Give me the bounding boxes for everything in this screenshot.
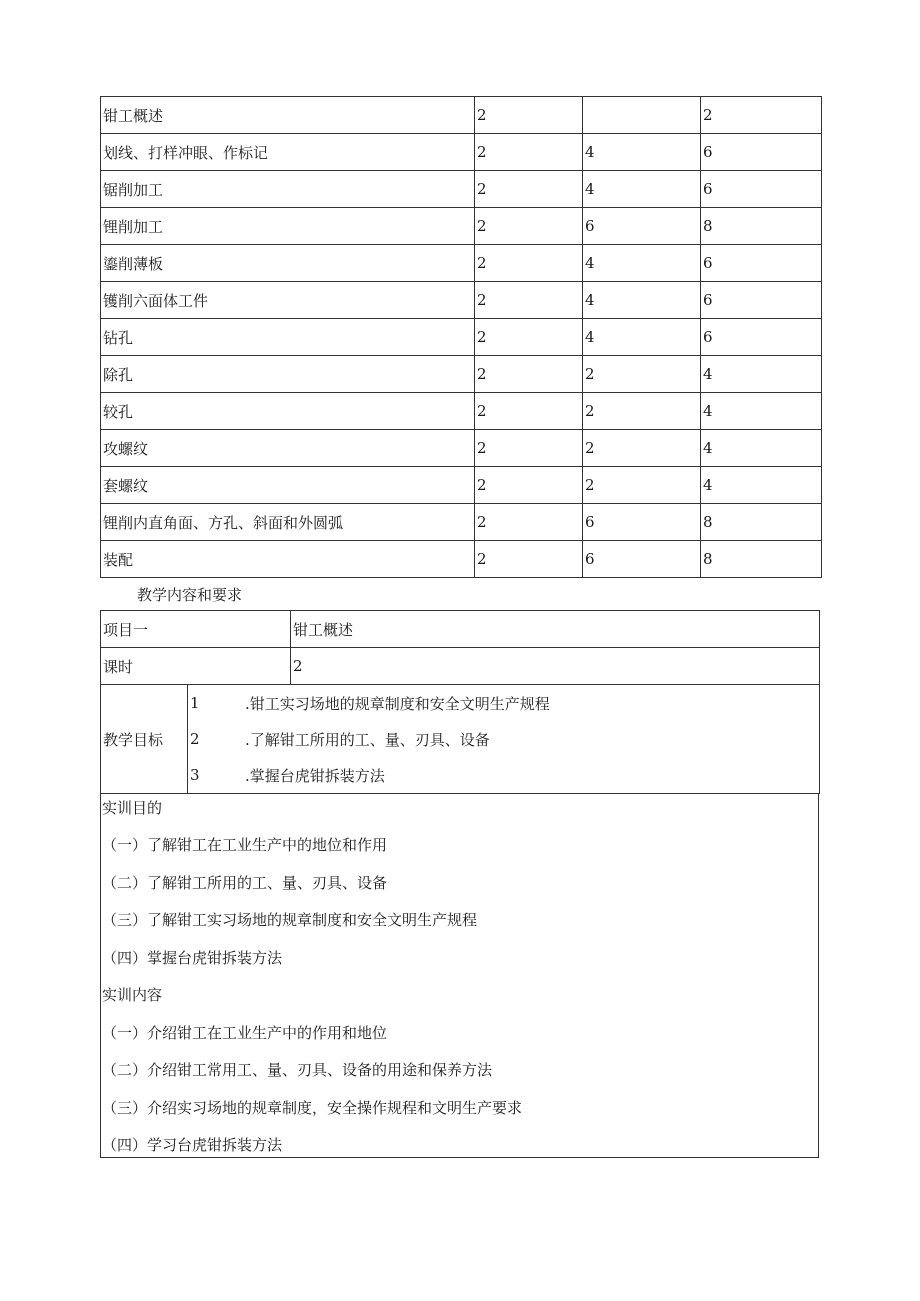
- hours-col-b-cell: 2: [583, 430, 701, 467]
- hours-topic-cell: 攻螺纹: [101, 430, 475, 467]
- hours-row: [101, 430, 822, 467]
- training-purpose-title: 实训目的: [102, 799, 163, 817]
- hours-col-c-cell: 6: [701, 134, 822, 171]
- hours-col-b-cell: 6: [583, 504, 701, 541]
- project-hours-value: 2: [291, 648, 820, 685]
- hours-topic-cell: 装配: [101, 541, 475, 578]
- training-content-title: 实训内容: [102, 986, 163, 1004]
- training-content-item: （四）学习台虎钳拆装方法: [102, 1136, 283, 1154]
- hours-topic-cell: 锂削加工: [101, 208, 475, 245]
- training-content-item: （一）介绍钳工在工业生产中的作用和地位: [102, 1024, 388, 1042]
- hours-topic-cell: 划线、打样冲眼、作标记: [101, 134, 475, 171]
- project-item-label: 项目一: [101, 611, 291, 648]
- hours-topic-cell: 较孔: [101, 393, 475, 430]
- training-purpose-item: （四）掌握台虎钳拆装方法: [102, 949, 283, 967]
- training-section: [100, 794, 819, 1158]
- goal-item: [188, 721, 819, 757]
- hours-row: [101, 541, 822, 578]
- hours-col-b-cell: 4: [583, 282, 701, 319]
- hours-col-b-cell: 4: [583, 245, 701, 282]
- hours-col-a-cell: 2: [475, 171, 583, 208]
- hours-col-c-cell: 6: [701, 319, 822, 356]
- hours-col-a-cell: 2: [475, 356, 583, 393]
- goal-number: 2: [190, 730, 200, 748]
- hours-col-c-cell: 4: [701, 467, 822, 504]
- project-hours-row: [101, 648, 820, 685]
- hours-topic-cell: 镬削六面体工件: [101, 282, 475, 319]
- hours-col-c-cell: 8: [701, 208, 822, 245]
- hours-col-c-cell: 6: [701, 282, 822, 319]
- hours-table: [100, 96, 822, 578]
- goal-number: 1: [190, 694, 200, 712]
- project-goal-row: [101, 685, 820, 794]
- hours-row: [101, 97, 822, 134]
- hours-row: [101, 134, 822, 171]
- hours-col-a-cell: 2: [475, 134, 583, 171]
- hours-col-b-cell: 4: [583, 134, 701, 171]
- hours-row: [101, 504, 822, 541]
- section-heading: 教学内容和要求: [137, 586, 243, 604]
- project-item-row: [101, 611, 820, 648]
- goal-item: [188, 685, 819, 721]
- hours-topic-cell: 锯削加工: [101, 171, 475, 208]
- project-goal-label: 教学目标: [101, 685, 188, 794]
- hours-col-c-cell: 4: [701, 356, 822, 393]
- hours-col-c-cell: 6: [701, 171, 822, 208]
- hours-row: [101, 171, 822, 208]
- hours-col-c-cell: 8: [701, 504, 822, 541]
- hours-col-b-cell: 2: [583, 467, 701, 504]
- goal-text: .掌握台虎钳拆装方法: [245, 766, 385, 785]
- hours-row: [101, 467, 822, 504]
- goal-text: .钳工实习场地的规章制度和安全文明生产规程: [245, 694, 550, 713]
- hours-col-c-cell: 4: [701, 393, 822, 430]
- hours-topic-cell: 鎏削薄板: [101, 245, 475, 282]
- hours-topic-cell: 锂削内直角面、方孔、斜面和外圆弧: [101, 504, 475, 541]
- hours-col-a-cell: 2: [475, 467, 583, 504]
- training-content-item: （二）介绍钳工常用工、量、刃具、设备的用途和保养方法: [102, 1061, 493, 1079]
- hours-col-a-cell: 2: [475, 208, 583, 245]
- hours-topic-cell: 钳工概述: [101, 97, 475, 134]
- goal-item: [188, 757, 819, 793]
- hours-row: [101, 356, 822, 393]
- goal-text: .了解钳工所用的工、量、刃具、设备: [245, 730, 490, 749]
- hours-col-a-cell: 2: [475, 430, 583, 467]
- hours-col-b-cell: [583, 97, 701, 134]
- hours-col-b-cell: 4: [583, 171, 701, 208]
- hours-row: [101, 319, 822, 356]
- training-content-item: （三）介绍实习场地的规章制度，安全操作规程和文明生产要求: [102, 1099, 523, 1117]
- training-purpose-item: （二）了解钳工所用的工、量、刃具、设备: [102, 874, 388, 892]
- hours-col-c-cell: 6: [701, 245, 822, 282]
- goal-number: 3: [190, 766, 200, 784]
- hours-col-a-cell: 2: [475, 245, 583, 282]
- hours-col-a-cell: 2: [475, 282, 583, 319]
- hours-col-c-cell: 2: [701, 97, 822, 134]
- hours-col-b-cell: 2: [583, 356, 701, 393]
- hours-row: [101, 393, 822, 430]
- hours-col-c-cell: 4: [701, 430, 822, 467]
- hours-col-a-cell: 2: [475, 504, 583, 541]
- training-purpose-item: （三）了解钳工实习场地的规章制度和安全文明生产规程: [102, 911, 478, 929]
- hours-topic-cell: 除孔: [101, 356, 475, 393]
- hours-col-b-cell: 2: [583, 393, 701, 430]
- hours-row: [101, 245, 822, 282]
- hours-row: [101, 282, 822, 319]
- hours-topic-cell: 套螺纹: [101, 467, 475, 504]
- hours-topic-cell: 钻孔: [101, 319, 475, 356]
- hours-col-b-cell: 6: [583, 208, 701, 245]
- project-table: [100, 610, 820, 794]
- hours-col-a-cell: 2: [475, 319, 583, 356]
- hours-col-a-cell: 2: [475, 97, 583, 134]
- hours-row: [101, 208, 822, 245]
- hours-col-a-cell: 2: [475, 393, 583, 430]
- hours-col-b-cell: 4: [583, 319, 701, 356]
- project-item-value: 钳工概述: [291, 611, 820, 648]
- hours-col-c-cell: 8: [701, 541, 822, 578]
- hours-col-b-cell: 6: [583, 541, 701, 578]
- hours-col-a-cell: 2: [475, 541, 583, 578]
- training-purpose-item: （一）了解钳工在工业生产中的地位和作用: [102, 836, 388, 854]
- project-goal-list: [188, 685, 820, 794]
- project-hours-label: 课时: [101, 648, 291, 685]
